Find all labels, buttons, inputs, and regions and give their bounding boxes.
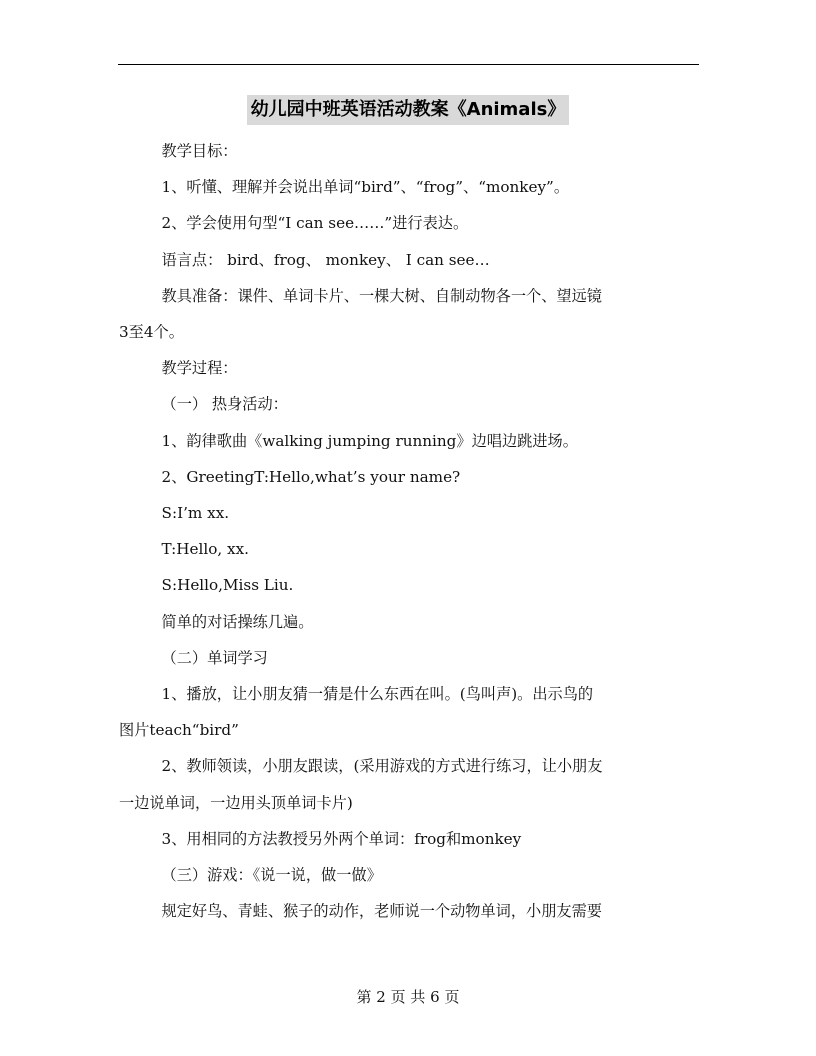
- paragraph-text: 1、韵律歌曲《walking jumping running》边唱边跳进场。: [161, 431, 578, 450]
- paragraph-text: 教学过程：: [161, 359, 238, 378]
- paragraph-text: T:Hello, xx.: [161, 540, 249, 559]
- paragraph-text: （三）游戏：《说一说，做一做》: [161, 866, 382, 885]
- paragraph-text: 1、听懂、理解并会说出单词“bird”、“frog”、“monkey”。: [161, 178, 570, 197]
- paragraph-vocabulary-2: [119, 748, 699, 820]
- paragraph-text: 教具准备：课件、单词卡片、一棵大树、自制动物各一个、望远镜: [161, 286, 602, 305]
- paragraph-text: S:Hello,Miss Liu.: [161, 576, 294, 595]
- paragraph-text: （一） 热身活动：: [161, 395, 288, 414]
- paragraph-objectives-heading: [119, 133, 699, 169]
- section-heading-warmup: [119, 386, 699, 422]
- paragraph-dialogue-practice: [119, 604, 699, 640]
- paragraph-text: （二）单词学习: [161, 648, 268, 667]
- paragraph-vocabulary-1: [119, 676, 699, 748]
- title-container: [0, 95, 816, 125]
- paragraph-text: 2、学会使用句型“I can see……”进行表达。: [161, 214, 469, 233]
- paragraph-text: 简单的对话操练几遍。: [161, 612, 314, 631]
- dialogue-line: [119, 495, 699, 531]
- paragraph-language-points: [119, 242, 699, 278]
- paragraph-materials: [119, 278, 699, 350]
- paragraph-text: 2、教师领读，小朋友跟读，(采用游戏的方式进行练习，让小朋友: [161, 757, 603, 776]
- paragraph-text: 规定好鸟、青蛙、猴子的动作，老师说一个动物单词，小朋友需要: [161, 902, 602, 921]
- page-footer: [0, 985, 816, 1009]
- paragraph-game-rules: [119, 893, 699, 929]
- paragraph-text: 1、播放，让小朋友猜一猜是什么东西在叫。(鸟叫声)。出示鸟的: [161, 685, 594, 704]
- paragraph-text: 2、GreetingT:Hello,what’s your name?: [161, 467, 461, 486]
- paragraph-text: 3、用相同的方法教授另外两个单词：frog和monkey: [161, 829, 522, 848]
- paragraph-process-heading: [119, 350, 699, 386]
- paragraph-warmup-2: [119, 459, 699, 495]
- paragraph-text: 语言点： bird、frog、 monkey、 I can see…: [161, 250, 490, 269]
- paragraph-objective-2: [119, 205, 699, 241]
- document-body: [119, 133, 699, 929]
- dialogue-line: [119, 531, 699, 567]
- page-number: 第 2 页 共 6 页: [356, 988, 460, 1006]
- header-rule: [118, 64, 699, 65]
- paragraph-text: S:I’m xx.: [161, 504, 230, 523]
- paragraph-text: 教学目标：: [161, 142, 238, 160]
- paragraph-text-continued: 3至4个。: [119, 323, 184, 342]
- document-title: 幼儿园中班英语活动教案《Animals》: [247, 95, 570, 125]
- paragraph-vocabulary-3: [119, 821, 699, 857]
- section-heading-vocabulary: [119, 640, 699, 676]
- dialogue-line: [119, 567, 699, 603]
- paragraph-objective-1: [119, 169, 699, 205]
- section-heading-game: [119, 857, 699, 893]
- paragraph-warmup-1: [119, 423, 699, 459]
- paragraph-text-continued: 图片teach“bird”: [119, 721, 239, 740]
- paragraph-text-continued: 一边说单词，一边用头顶单词卡片): [119, 793, 353, 812]
